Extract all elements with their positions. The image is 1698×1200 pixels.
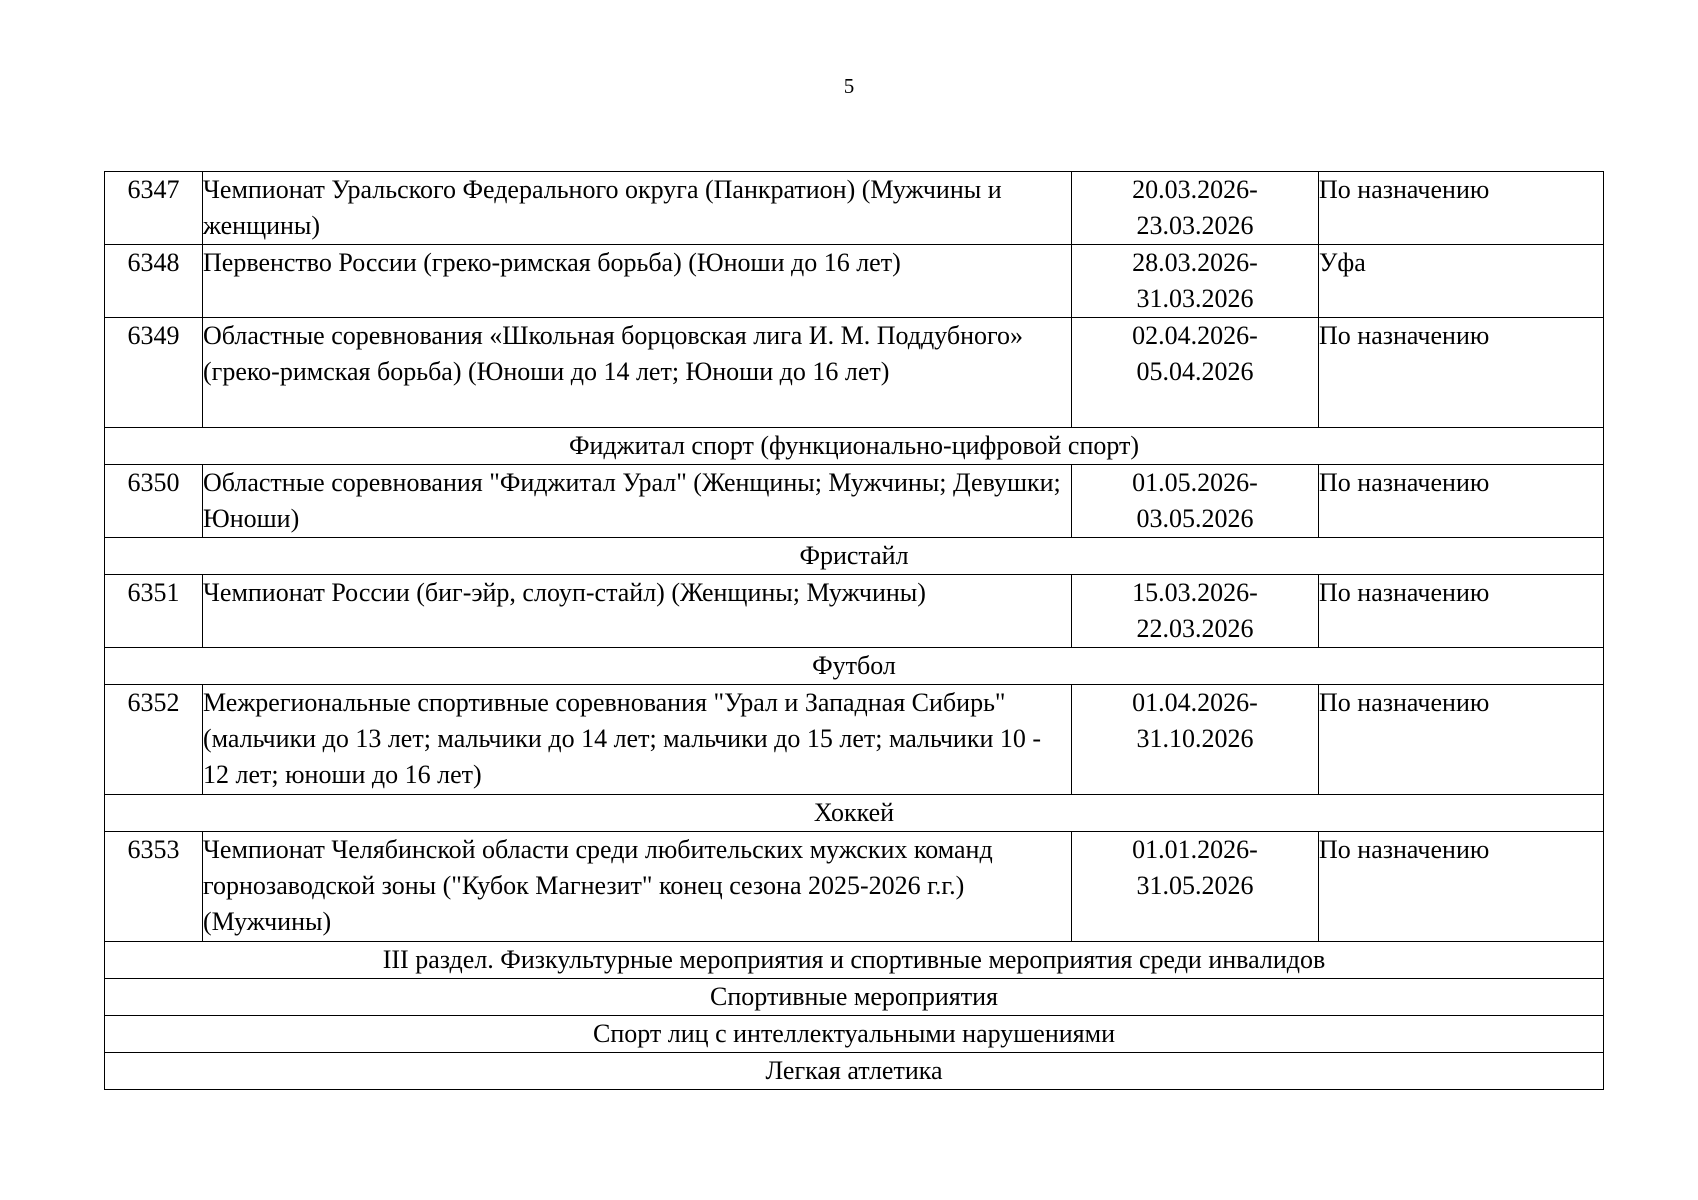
- event-place: Уфа: [1319, 245, 1604, 318]
- event-name: Первенство России (греко-римская борьба) (Юноши до 16 лет): [203, 245, 1072, 318]
- event-dates: [1072, 685, 1319, 795]
- event-place: По назначению: [1319, 465, 1604, 538]
- event-dates: [1072, 318, 1319, 428]
- section-row: [105, 428, 1604, 465]
- event-dates: [1072, 465, 1319, 538]
- table-row: [105, 318, 1604, 428]
- event-name: Межрегиональные спортивные соревнования "Урал и Западная Сибирь" (мальчики до 13 лет; мальчики до 14 лет; мальчики до 15 лет; мальчики 10 - 12 лет; юноши до 16 лет): [203, 685, 1072, 795]
- table-row: [105, 465, 1604, 538]
- date-start: 01.01.2026-: [1132, 835, 1258, 864]
- section-row: [105, 1053, 1604, 1090]
- date-end: 22.03.2026: [1136, 614, 1254, 643]
- table-row: [105, 832, 1604, 942]
- event-place: По назначению: [1319, 172, 1604, 245]
- event-number: 6350: [105, 465, 203, 538]
- table-row: [105, 685, 1604, 795]
- section-title: Спорт лиц с интеллектуальными нарушениями: [593, 1019, 1115, 1048]
- date-end: 31.05.2026: [1136, 871, 1254, 900]
- date-start: 15.03.2026-: [1132, 578, 1258, 607]
- date-start: 01.04.2026-: [1132, 688, 1258, 717]
- event-dates: [1072, 575, 1319, 648]
- event-place: По назначению: [1319, 832, 1604, 942]
- date-end: 31.03.2026: [1136, 284, 1254, 313]
- date-start: 01.05.2026-: [1132, 468, 1258, 497]
- event-number: 6351: [105, 575, 203, 648]
- section-heading: [105, 648, 1604, 685]
- section-heading: [105, 538, 1604, 575]
- event-number: 6352: [105, 685, 203, 795]
- section-title: Фиджитал спорт (функционально-цифровой спорт): [568, 431, 1140, 460]
- section-row: [105, 648, 1604, 685]
- date-end: 05.04.2026: [1136, 357, 1254, 386]
- event-number: 6348: [105, 245, 203, 318]
- section-row: [105, 979, 1604, 1016]
- section-title: Спортивные мероприятия: [710, 982, 998, 1011]
- event-number: 6353: [105, 832, 203, 942]
- section-heading: [105, 795, 1604, 832]
- event-place: По назначению: [1319, 575, 1604, 648]
- event-name: Чемпионат Уральского Федерального округа (Панкратион) (Мужчины и женщины): [203, 172, 1072, 245]
- section-heading: [105, 942, 1604, 979]
- event-dates: [1072, 832, 1319, 942]
- date-end: 03.05.2026: [1136, 504, 1254, 533]
- section-row: [105, 538, 1604, 575]
- section-row: [105, 942, 1604, 979]
- event-dates: [1072, 245, 1319, 318]
- event-dates: [1072, 172, 1319, 245]
- section-heading: [105, 1016, 1604, 1053]
- date-end: 31.10.2026: [1136, 724, 1254, 753]
- event-number: 6349: [105, 318, 203, 428]
- section-title: Фристайл: [799, 541, 909, 570]
- section-title: Хоккей: [813, 798, 895, 827]
- event-name: Областные соревнования "Фиджитал Урал" (Женщины; Мужчины; Девушки; Юноши): [203, 465, 1072, 538]
- table-row: [105, 575, 1604, 648]
- section-heading: [105, 979, 1604, 1016]
- section-row: [105, 1016, 1604, 1053]
- event-number: 6347: [105, 172, 203, 245]
- events-table: [104, 171, 1604, 1090]
- event-name: Чемпионат Челябинской области среди любительских мужских команд горнозаводской зоны ("Кубок Магнезит" конец сезона 2025-2026 г.г.) (Мужчины): [203, 832, 1072, 942]
- section-row: [105, 795, 1604, 832]
- event-name: Чемпионат России (биг-эйр, слоуп-стайл) (Женщины; Мужчины): [203, 575, 1072, 648]
- date-end: 23.03.2026: [1136, 211, 1254, 240]
- date-start: 02.04.2026-: [1132, 321, 1258, 350]
- section-title: III раздел. Физкультурные мероприятия и спортивные мероприятия среди инвалидов: [382, 945, 1326, 974]
- table-row: [105, 245, 1604, 318]
- date-start: 20.03.2026-: [1132, 175, 1258, 204]
- date-start: 28.03.2026-: [1132, 248, 1258, 277]
- event-place: По назначению: [1319, 318, 1604, 428]
- section-heading: [105, 428, 1604, 465]
- event-place: По назначению: [1319, 685, 1604, 795]
- page-number: 5: [843, 74, 855, 98]
- event-name: Областные соревнования «Школьная борцовская лига И. М. Поддубного» (греко-римская борьба) (Юноши до 14 лет; Юноши до 16 лет): [203, 318, 1072, 428]
- section-title: Легкая атлетика: [765, 1056, 943, 1085]
- table-row: [105, 172, 1604, 245]
- section-title: Футбол: [812, 651, 896, 680]
- section-heading: [105, 1053, 1604, 1090]
